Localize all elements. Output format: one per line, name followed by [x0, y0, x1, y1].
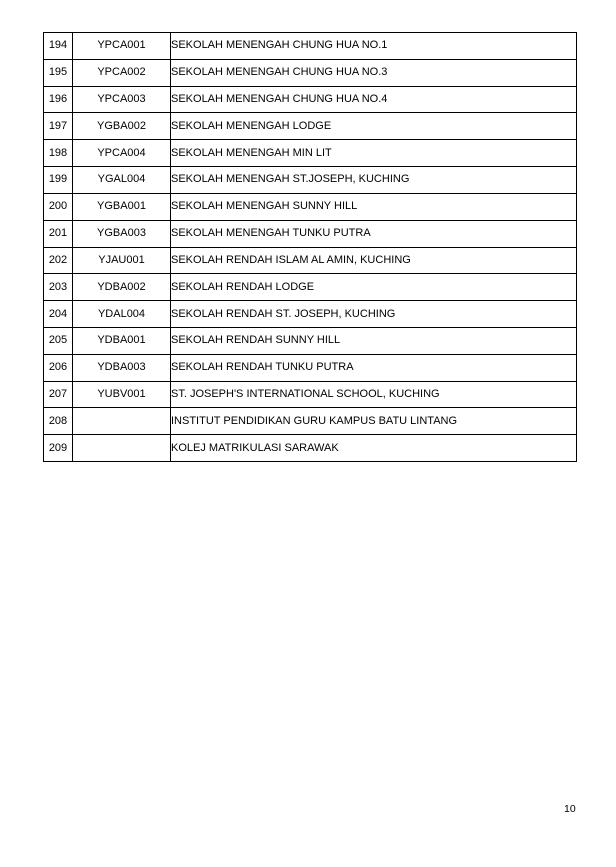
school-name-cell: SEKOLAH MENENGAH TUNKU PUTRA — [171, 220, 577, 247]
school-code-cell: YDBA003 — [73, 354, 171, 381]
table-row — [44, 33, 577, 60]
school-name-cell: SEKOLAH MENENGAH CHUNG HUA NO.4 — [171, 86, 577, 113]
row-number-cell: 203 — [44, 274, 73, 301]
row-number-cell: 194 — [44, 33, 73, 60]
table-row — [44, 354, 577, 381]
row-number-cell: 204 — [44, 301, 73, 328]
table-row — [44, 435, 577, 462]
school-code-cell: YPCA001 — [73, 33, 171, 60]
school-code-cell: YPCA002 — [73, 59, 171, 86]
school-name-cell: SEKOLAH MENENGAH CHUNG HUA NO.3 — [171, 59, 577, 86]
school-code-cell: YPCA004 — [73, 140, 171, 167]
school-code-cell: YDAL004 — [73, 301, 171, 328]
school-code-cell: YDBA002 — [73, 274, 171, 301]
row-number-cell: 201 — [44, 220, 73, 247]
row-number-cell: 196 — [44, 86, 73, 113]
school-table-body — [44, 33, 577, 462]
school-name-cell: SEKOLAH RENDAH ST. JOSEPH, KUCHING — [171, 301, 577, 328]
school-code-cell: YPCA003 — [73, 86, 171, 113]
table-row — [44, 220, 577, 247]
table-row — [44, 86, 577, 113]
school-code-cell: YGBA002 — [73, 113, 171, 140]
table-row — [44, 408, 577, 435]
row-number-cell: 202 — [44, 247, 73, 274]
school-name-cell: SEKOLAH MENENGAH LODGE — [171, 113, 577, 140]
school-name-cell: SEKOLAH RENDAH LODGE — [171, 274, 577, 301]
school-code-cell: YGBA001 — [73, 193, 171, 220]
school-name-cell: SEKOLAH RENDAH TUNKU PUTRA — [171, 354, 577, 381]
row-number-cell: 195 — [44, 59, 73, 86]
school-name-cell: SEKOLAH MENENGAH MIN LIT — [171, 140, 577, 167]
table-row — [44, 247, 577, 274]
row-number-cell: 206 — [44, 354, 73, 381]
table-row — [44, 301, 577, 328]
school-code-cell: YDBA001 — [73, 327, 171, 354]
page-number: 10 — [564, 803, 576, 815]
row-number-cell: 200 — [44, 193, 73, 220]
table-row — [44, 140, 577, 167]
row-number-cell: 199 — [44, 167, 73, 194]
table-row — [44, 193, 577, 220]
school-code-cell — [73, 408, 171, 435]
school-code-cell: YJAU001 — [73, 247, 171, 274]
school-code-cell — [73, 435, 171, 462]
school-table — [43, 32, 577, 462]
table-row — [44, 327, 577, 354]
school-name-cell: SEKOLAH MENENGAH CHUNG HUA NO.1 — [171, 33, 577, 60]
row-number-cell: 209 — [44, 435, 73, 462]
school-name-cell: SEKOLAH RENDAH SUNNY HILL — [171, 327, 577, 354]
row-number-cell: 205 — [44, 327, 73, 354]
school-name-cell: KOLEJ MATRIKULASI SARAWAK — [171, 435, 577, 462]
school-name-cell: SEKOLAH RENDAH ISLAM AL AMIN, KUCHING — [171, 247, 577, 274]
table-row — [44, 381, 577, 408]
school-code-cell: YUBV001 — [73, 381, 171, 408]
school-name-cell: SEKOLAH MENENGAH ST.JOSEPH, KUCHING — [171, 167, 577, 194]
table-row — [44, 274, 577, 301]
school-name-cell: ST. JOSEPH'S INTERNATIONAL SCHOOL, KUCHING — [171, 381, 577, 408]
school-name-cell: SEKOLAH MENENGAH SUNNY HILL — [171, 193, 577, 220]
school-name-cell: INSTITUT PENDIDIKAN GURU KAMPUS BATU LINTANG — [171, 408, 577, 435]
row-number-cell: 207 — [44, 381, 73, 408]
table-row — [44, 113, 577, 140]
table-row — [44, 59, 577, 86]
table-row — [44, 167, 577, 194]
row-number-cell: 197 — [44, 113, 73, 140]
row-number-cell: 198 — [44, 140, 73, 167]
school-code-cell: YGBA003 — [73, 220, 171, 247]
row-number-cell: 208 — [44, 408, 73, 435]
school-code-cell: YGAL004 — [73, 167, 171, 194]
